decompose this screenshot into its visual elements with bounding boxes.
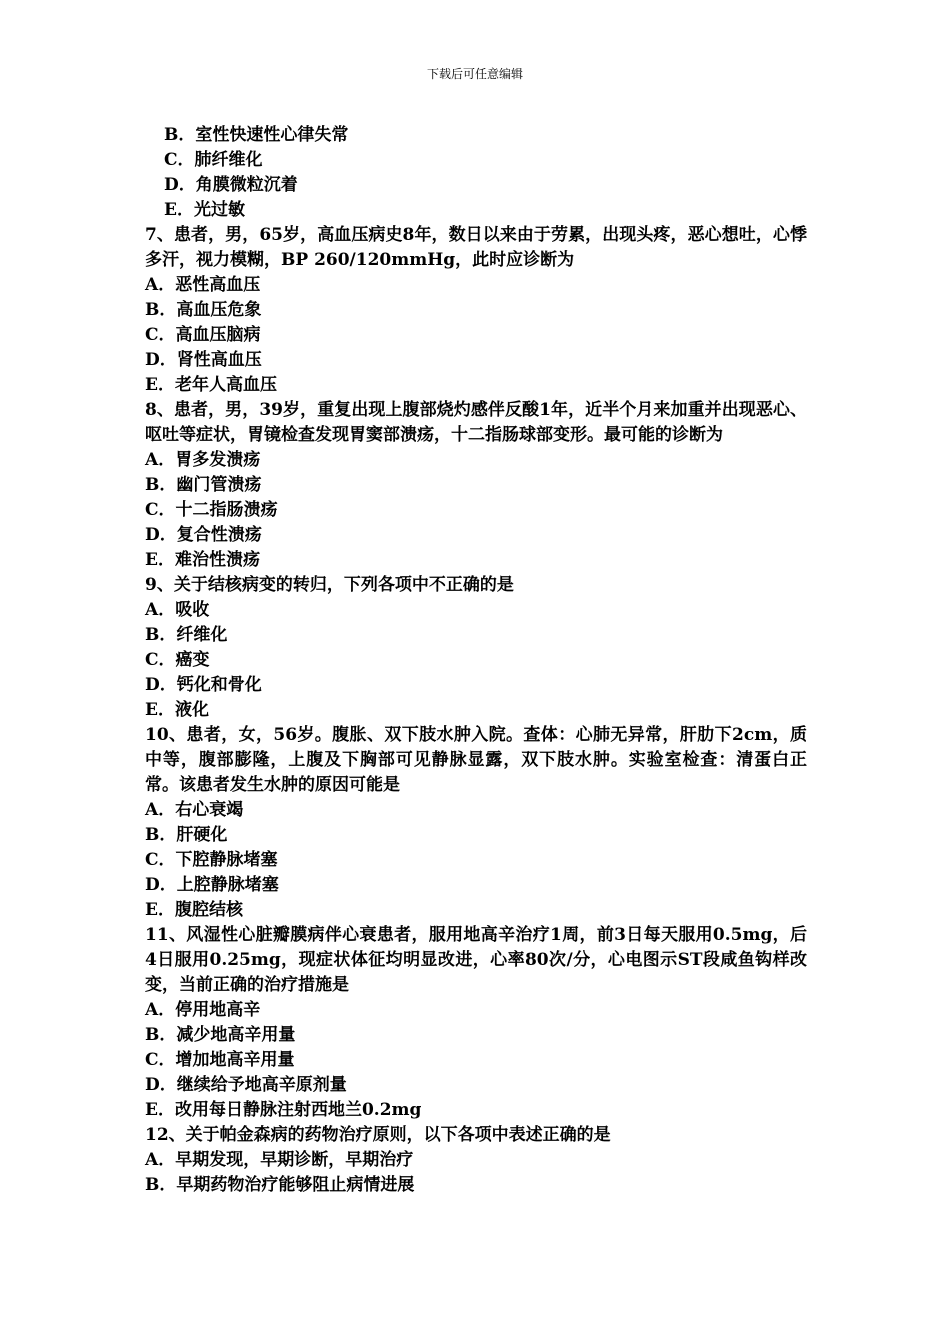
option-e: E．老年人高血压 (145, 375, 277, 395)
option-c: C．高血压脑病 (145, 325, 261, 345)
question-text: 11、风湿性心脏瓣膜病伴心衰患者，服用地高辛治疗1周，前3日每天服用0.5mg，后4日服用0.25mg，现症状体征均明显改进，心率80次/分，心电图示ST段咸鱼钩样改变，当前正确的治疗措施是 (145, 925, 807, 995)
option-d: D．角膜微粒沉着 (164, 175, 298, 195)
option-e: E．腹腔结核 (145, 900, 243, 920)
option-d: D．上腔静脉堵塞 (145, 875, 279, 895)
option-e: E．改用每日静脉注射西地兰0.2mg (145, 1100, 422, 1120)
question-text: 12、关于帕金森病的药物治疗原则，以下各项中表述正确的是 (145, 1125, 611, 1145)
option-e: E．液化 (145, 700, 209, 720)
option-a: A．早期发现，早期诊断，早期治疗 (145, 1150, 414, 1170)
option-e: E．光过敏 (164, 200, 245, 220)
option-d: D．钙化和骨化 (145, 675, 262, 695)
question-text: 8、患者，男，39岁，重复出现上腹部烧灼感伴反酸1年，近半个月来加重并出现恶心、呕吐等症状，胃镜检查发现胃窦部溃疡，十二指肠球部变形。最可能的诊断为 (145, 400, 807, 445)
question-10 (145, 723, 807, 923)
question-7 (145, 223, 807, 398)
option-a: A．右心衰竭 (145, 800, 244, 820)
page-header: 下载后可任意编辑 (426, 67, 523, 81)
option-c: C．癌变 (145, 650, 210, 670)
option-d: D．继续给予地高辛原剂量 (145, 1075, 347, 1095)
option-d: D．肾性高血压 (145, 350, 262, 370)
question-9 (145, 573, 807, 723)
option-a: A．停用地高辛 (145, 1000, 261, 1020)
option-c: C．下腔静脉堵塞 (145, 850, 278, 870)
lead-options (145, 123, 807, 223)
question-text: 7、患者，男，65岁，高血压病史8年，数日以来由于劳累，出现头疼，恶心想吐，心悸多汗，视力模糊，BP 260/120mmHg，此时应诊断为 (145, 225, 807, 270)
option-b: B．高血压危象 (145, 300, 262, 320)
option-a: A．吸收 (145, 600, 210, 620)
option-a: A．恶性高血压 (145, 275, 261, 295)
question-text: 10、患者，女，56岁。腹胀、双下肢水肿入院。查体：心肺无异常，肝肋下2cm，质中等，腹部膨隆，上腹及下胸部可见静脉显露，双下肢水肿。实验室检查：清蛋白正常。该患者发生水肿的原因可能是 (145, 725, 807, 795)
option-c: C．增加地高辛用量 (145, 1050, 295, 1070)
option-b: B．幽门管溃疡 (145, 475, 262, 495)
option-b: B．早期药物治疗能够阻止病情进展 (145, 1175, 415, 1195)
option-c: C．十二指肠溃疡 (145, 500, 278, 520)
option-e: E．难治性溃疡 (145, 550, 260, 570)
option-b: B．室性快速性心律失常 (164, 125, 349, 145)
question-11 (145, 923, 807, 1123)
question-8 (145, 398, 807, 573)
option-b: B．肝硬化 (145, 825, 228, 845)
question-text: 9、关于结核病变的转归，下列各项中不正确的是 (145, 575, 514, 595)
option-a: A．胃多发溃疡 (145, 450, 261, 470)
option-d: D．复合性溃疡 (145, 525, 262, 545)
document-body (145, 123, 807, 1198)
option-b: B．纤维化 (145, 625, 228, 645)
option-b: B．减少地高辛用量 (145, 1025, 296, 1045)
question-12 (145, 1123, 807, 1198)
option-c: C．肺纤维化 (164, 150, 263, 170)
